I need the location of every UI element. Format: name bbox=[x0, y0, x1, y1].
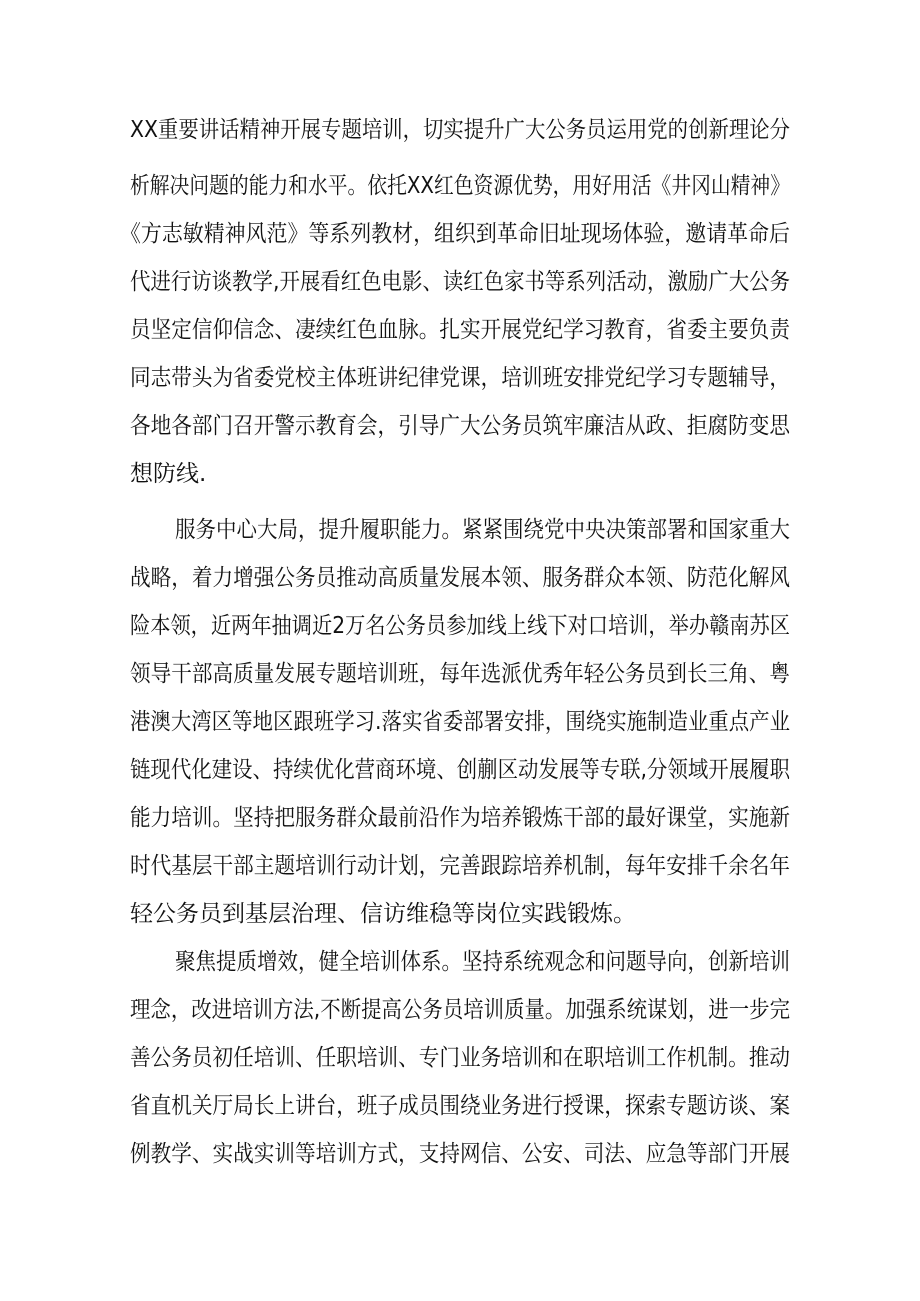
text-line-content: 链现代化建设、持续优化营商环境、创蒯区动发展等专联,分领域开展履职 bbox=[130, 757, 790, 783]
text-line-content: 时代基层干部主题培训行动计划，完善跟踪培养机制，每年安排千余名年 bbox=[130, 853, 790, 879]
text-line bbox=[0, 1134, 920, 1174]
text-line bbox=[0, 1038, 920, 1078]
text-line-content: 各地各部门召开警示教育会，引导广大公务员筑牢廉洁从政、拒腐防变思 bbox=[130, 413, 790, 439]
text-line-content: 善公务员初任培训、任职培训、专门业务培训和在职培训工作机制。推动 bbox=[130, 1045, 790, 1071]
text-line bbox=[0, 750, 920, 790]
text-line bbox=[0, 454, 920, 494]
text-line-content: 员坚定信仰信念、凄续红色血脉。扎实开展党纪学习教育，省委主要负责 bbox=[130, 317, 790, 343]
text-line bbox=[0, 798, 920, 838]
paragraph-first-line bbox=[0, 510, 920, 550]
text-line bbox=[0, 166, 920, 206]
text-line bbox=[0, 310, 920, 350]
text-line bbox=[0, 606, 920, 646]
text-line-content: 领导干部高质量发展专题培训班，每年选派优秀年轻公务员到长三角、粤 bbox=[130, 661, 790, 687]
paragraph-first-line bbox=[0, 942, 920, 982]
text-line-content: 析解决问题的能力和水平。依托XX红色资源优势，用好用活《井冈山精神》 bbox=[130, 173, 790, 199]
text-line bbox=[0, 406, 920, 446]
text-line-content: 例教学、实战实训等培训方式，支持网信、公安、司法、应急等部门开展 bbox=[130, 1141, 790, 1167]
text-line bbox=[0, 846, 920, 886]
text-line bbox=[0, 214, 920, 254]
text-line bbox=[0, 1086, 920, 1126]
text-line bbox=[0, 262, 920, 302]
text-line-content: 同志带头为省委党校主体班讲纪律党课，培训班安排党纪学习专题辅导， bbox=[130, 365, 790, 391]
text-line-content: 能力培训。坚持把服务群众最前沿作为培养锻炼干部的最好课堂，实施新 bbox=[130, 805, 790, 831]
text-line-content: XX重要讲话精神开展专题培训，切实提升广大公务员运用党的创新理论分 bbox=[130, 117, 791, 143]
text-line bbox=[0, 702, 920, 742]
text-line-content: 险本领，近两年抽调近2万名公务员参加线上线下对口培训，举办赣南苏区 bbox=[130, 613, 790, 639]
text-line-content: 服务中心大局，提升履职能力。紧紧围绕党中央决策部署和国家重大 bbox=[175, 517, 790, 543]
text-line-content: 省直机关厅局长上讲台，班子成员围绕业务进行授课，探索专题访谈、案 bbox=[130, 1093, 790, 1119]
text-line bbox=[0, 558, 920, 598]
text-line-content: 港澳大湾区等地区跟班学习.落实省委部署安排，围绕实施制造业重点产业 bbox=[130, 709, 790, 735]
text-line-content: 轻公务员到基层治理、信访维稳等岗位实践锻炼。 bbox=[130, 901, 636, 927]
text-line-content: 代进行访谈教学,开展看红色电影、读红色家书等系列活动，激励广大公务 bbox=[130, 269, 790, 295]
text-line-content: 战略，着力增强公务员推动高质量发展本领、服务群众本领、防范化解风 bbox=[130, 565, 790, 591]
text-line-content: 聚焦提质增效，健全培训体系。坚持系统观念和问题导向，创新培训 bbox=[175, 949, 790, 975]
text-line bbox=[0, 110, 920, 150]
text-line bbox=[0, 990, 920, 1030]
text-line bbox=[0, 654, 920, 694]
text-line bbox=[0, 358, 920, 398]
text-line-content: 理念，改进培训方法,不断提高公务员培训质量。加强系统谋划，进一步完 bbox=[130, 997, 790, 1023]
text-line-content: 《方志敏精神风范》等系列教材，组织到革命旧址现场体验，邀请革命后 bbox=[120, 221, 790, 247]
text-line bbox=[0, 894, 920, 934]
text-line-content: 想防线. bbox=[130, 461, 207, 487]
